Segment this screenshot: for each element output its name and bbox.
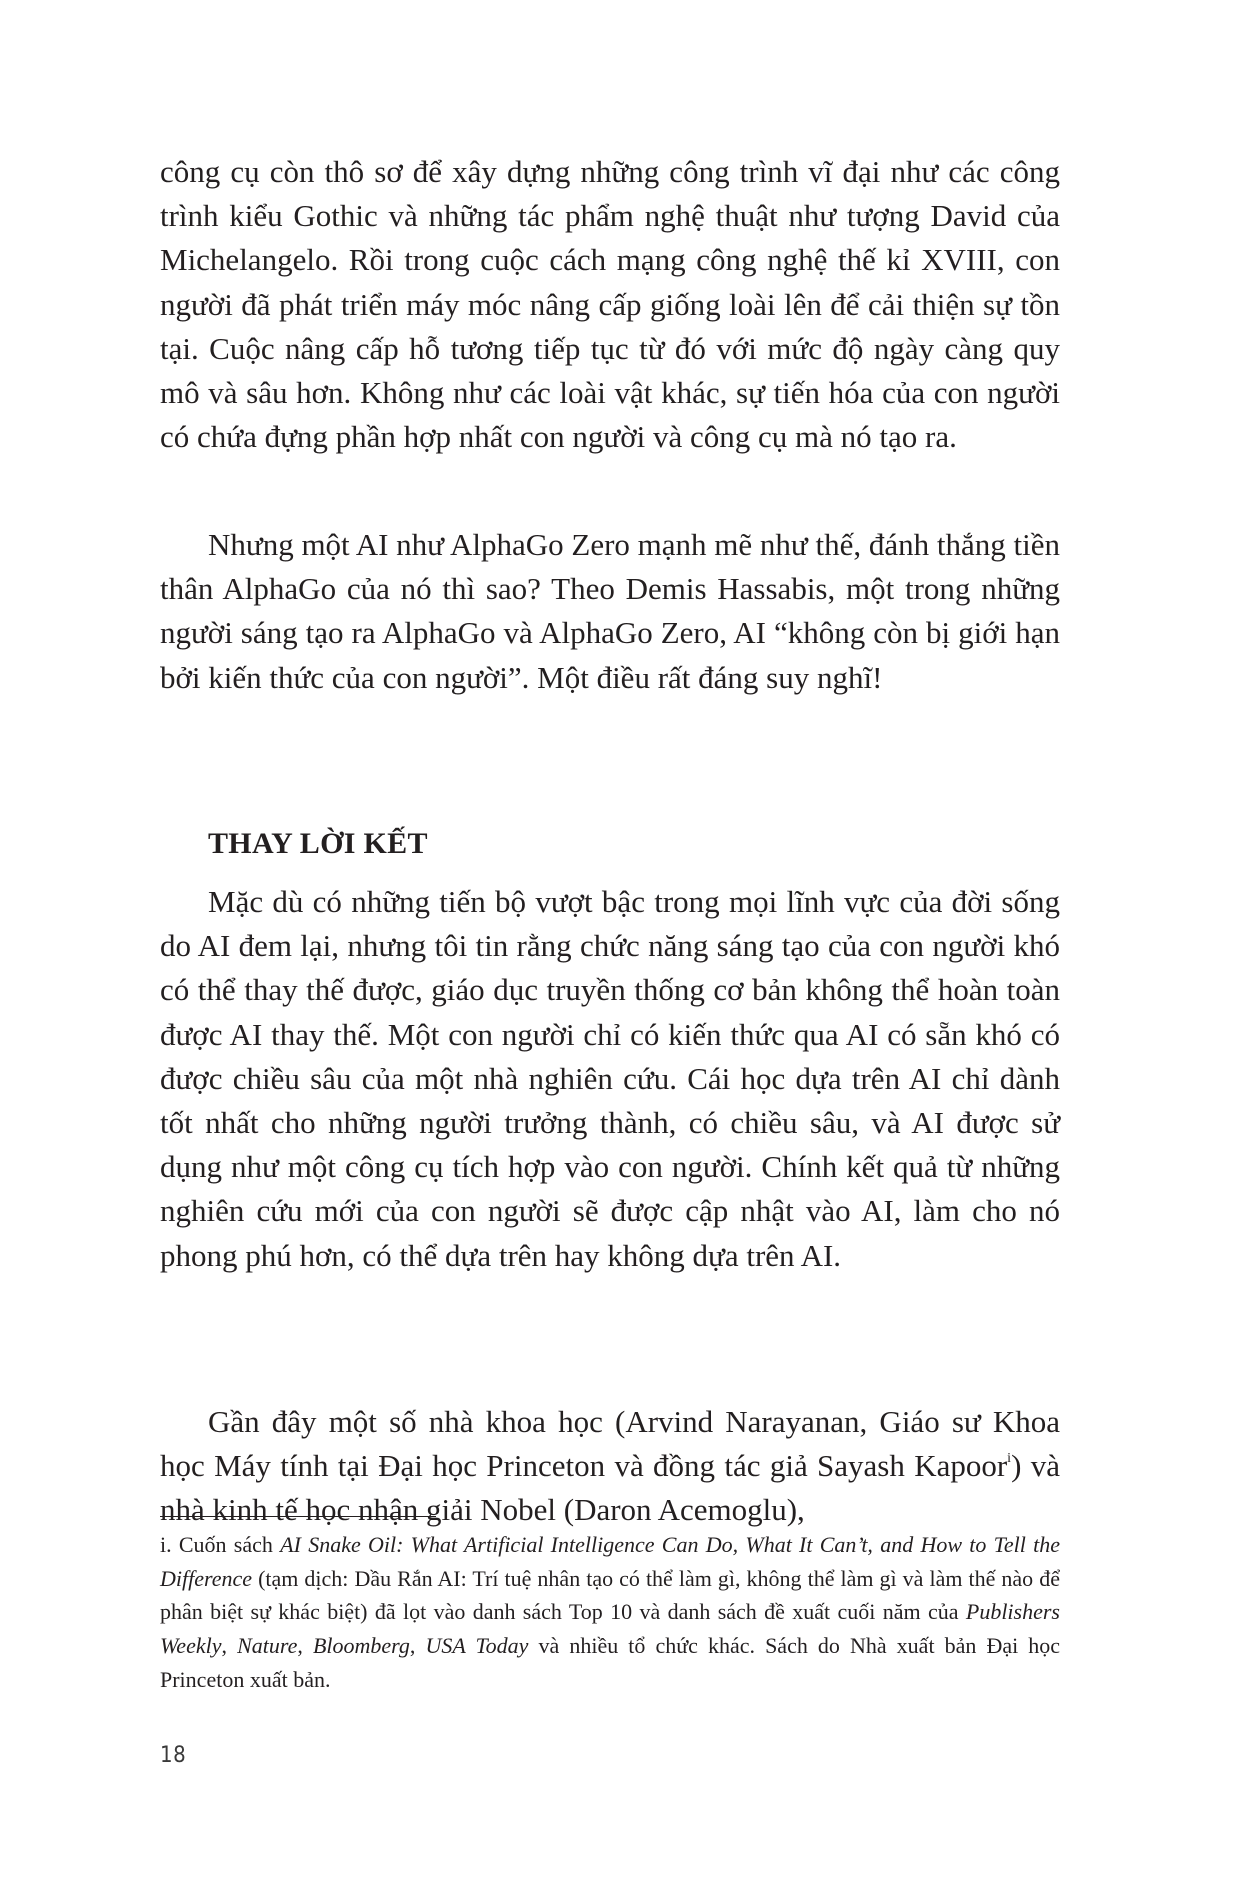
book-title: AI Snake Oil: What Artificial Intelligence Can Do, What It Can’t, and How to Tell the Difference bbox=[160, 1532, 1060, 1591]
section-heading: THAY LỜI KẾT bbox=[208, 827, 428, 860]
footnote-text: (tạm dịch: Dầu Rắn AI: Trí tuệ nhân tạo có thể làm gì, không thể làm gì và làm thế nào để phân biệt sự khác biệt) đã lọt vào danh sách Top 10 và danh sách đề xuất cuối năm của bbox=[160, 1565, 1060, 1625]
publication-name: Publishers Weekly bbox=[160, 1599, 1060, 1659]
paragraph-text-end: ) và nhà kinh tế học nhận giải Nobel (Daron Acemoglu), bbox=[160, 1448, 1060, 1528]
publication-name: USA Today bbox=[425, 1633, 529, 1659]
page-number: 18 bbox=[160, 1743, 187, 1768]
footnote bbox=[160, 1528, 1060, 1697]
body-paragraph-1 bbox=[160, 150, 1060, 459]
body-paragraph-4 bbox=[160, 1400, 1060, 1533]
footnote-divider bbox=[160, 1516, 436, 1517]
body-paragraph-3 bbox=[160, 880, 1060, 1278]
publication-name: Bloomberg bbox=[312, 1633, 410, 1659]
footnote-text: i. Cuốn sách bbox=[160, 1532, 281, 1557]
body-paragraph-2 bbox=[160, 523, 1060, 700]
footnote-text: và nhiều tổ chức khác. Sách do Nhà xuất bản Đại học Princeton xuất bản. bbox=[160, 1633, 1061, 1692]
footnote-reference[interactable]: i bbox=[1007, 1451, 1012, 1467]
paragraph-text: Mặc dù có những tiến bộ vượt bậc trong mọi lĩnh vực của đời sống do AI đem lại, nhưng tôi tin rằng chức năng sáng tạo của con người khó có thể thay thế được, giáo dục truyền thống cơ bản không thể hoàn toàn được AI thay thế. Một con người chỉ có kiến thức qua AI có sẵn khó có được chiều sâu của một nhà nghiên cứu. Cái học dựa trên AI chỉ dành tốt nhất cho những người trưởng thành, có chiều sâu, và AI được sử dụng như một công cụ tích hợp vào con người. Chính kết quả từ những nghiên cứu mới của con người sẽ được cập nhật vào AI, làm cho nó phong phú hơn, có thể dựa trên hay không dựa trên AI. bbox=[160, 884, 1060, 1273]
paragraph-text: công cụ còn thô sơ để xây dựng những công trình vĩ đại như các công trình kiểu Gothic và những tác phẩm nghệ thuật như tượng David của Michelangelo. Rồi trong cuộc cách mạng công nghệ thế kỉ XVIII, con người đã phát triển máy móc nâng cấp giống loài lên để cải thiện sự tồn tại. Cuộc nâng cấp hỗ tương tiếp tục từ đó với mức độ ngày càng quy mô và sâu hơn. Không như các loài vật khác, sự tiến hóa của con người có chứa đựng phần hợp nhất con người và công cụ mà nó tạo ra. bbox=[160, 154, 1060, 455]
footnote-text: , bbox=[297, 1633, 313, 1659]
footnote-text: , bbox=[221, 1633, 238, 1659]
publication-name: Nature bbox=[237, 1633, 298, 1659]
paragraph-text bbox=[160, 1400, 1060, 1533]
paragraph-text-start: Gần đây một số nhà khoa học (Arvind Narayanan, Giáo sư Khoa học Máy tính tại Đại học Princeton và đồng tác giả Sayash Kapoor bbox=[160, 1404, 1060, 1484]
footnote-text: , bbox=[409, 1633, 426, 1659]
paragraph-text: Nhưng một AI như AlphaGo Zero mạnh mẽ như thế, đánh thắng tiền thân AlphaGo của nó thì sao? Theo Demis Hassabis, một trong những người sáng tạo ra AlphaGo và AlphaGo Zero, AI “không còn bị giới hạn bởi kiến thức của con người”. Một điều rất đáng suy nghĩ! bbox=[160, 527, 1060, 695]
